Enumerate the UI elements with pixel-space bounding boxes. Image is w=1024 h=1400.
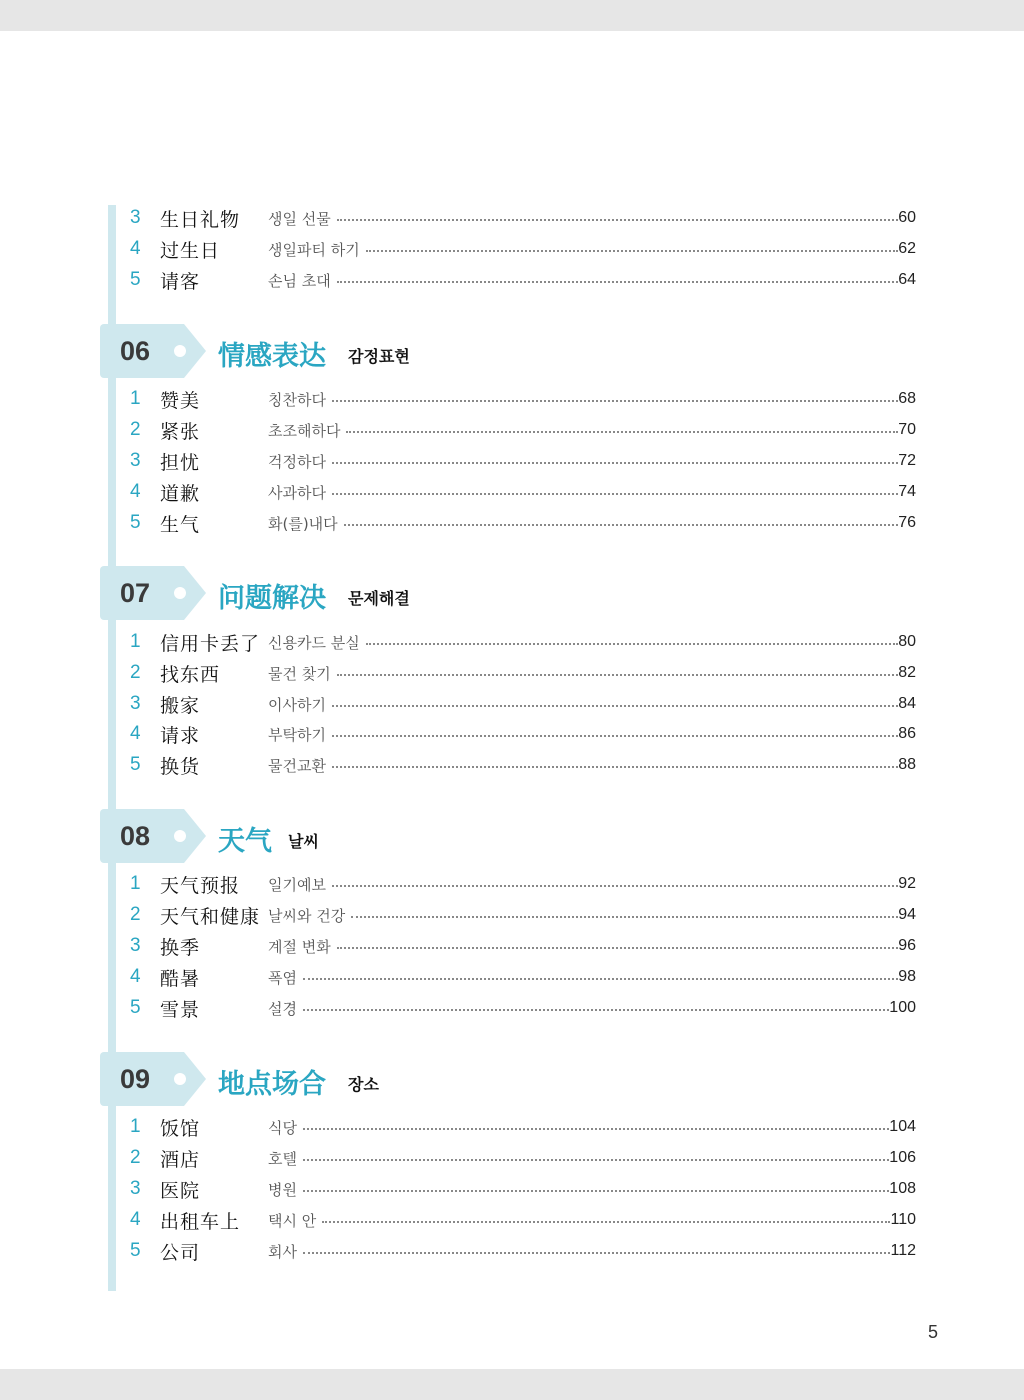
toc-entry[interactable] <box>130 267 916 293</box>
toc-entry[interactable] <box>130 752 916 778</box>
toc-entry[interactable] <box>130 1238 916 1264</box>
page-ref: 84 <box>898 695 916 712</box>
chapter-tag-dot <box>174 830 186 842</box>
chapter-tag-dot <box>174 1073 186 1085</box>
lesson-title-ko: 계절 변화 <box>268 937 331 956</box>
lesson-title-ko: 호텔 <box>268 1149 297 1168</box>
lesson-title-cn: 饭馆 <box>160 1117 201 1140</box>
toc-entry[interactable] <box>130 205 916 231</box>
chapter-tag-arrow <box>184 809 206 863</box>
page-ref: 70 <box>898 421 916 438</box>
page-ref: 96 <box>898 937 916 954</box>
lesson-number: 3 <box>130 935 141 956</box>
page-ref: 82 <box>898 664 916 681</box>
toc-entry[interactable] <box>130 448 916 474</box>
lesson-title-ko: 물건교환 <box>268 756 326 775</box>
chapter-tag-dot <box>174 345 186 357</box>
lesson-title-ko: 물건 찾기 <box>268 664 331 683</box>
dot-leader <box>322 1221 890 1223</box>
lesson-number: 2 <box>130 904 141 925</box>
lesson-title-ko: 택시 안 <box>268 1211 317 1230</box>
lesson-number: 1 <box>130 631 141 652</box>
toc-entry[interactable] <box>130 721 916 747</box>
toc-entry[interactable] <box>130 691 916 717</box>
lesson-number: 5 <box>130 269 141 290</box>
lesson-title-cn: 天气和健康 <box>160 905 261 928</box>
lesson-title-ko: 폭염 <box>268 968 297 987</box>
dot-leader <box>303 1128 889 1130</box>
lesson-title-cn: 担忧 <box>160 451 201 474</box>
lesson-number: 4 <box>130 723 141 744</box>
dot-leader <box>332 766 898 768</box>
page-ref: 100 <box>889 999 916 1016</box>
toc-entry[interactable] <box>130 417 916 443</box>
dot-leader <box>337 281 898 283</box>
lesson-title-ko: 회사 <box>268 1242 297 1261</box>
lesson-title-ko: 식당 <box>268 1118 297 1137</box>
page-ref: 60 <box>898 209 916 226</box>
dot-leader <box>332 493 898 495</box>
lesson-title-cn: 生日礼物 <box>160 208 241 231</box>
lesson-number: 5 <box>130 997 141 1018</box>
dot-leader <box>366 250 898 252</box>
lesson-title-ko: 생일파티 하기 <box>268 240 360 259</box>
chapter-tag-arrow <box>184 324 206 378</box>
chapter-title-ko: 문제해결 <box>348 589 410 608</box>
lesson-title-cn: 天气预报 <box>160 874 241 897</box>
dot-leader <box>332 462 898 464</box>
dot-leader <box>337 219 898 221</box>
page-ref: 88 <box>898 756 916 773</box>
lesson-number: 4 <box>130 481 141 502</box>
chapter-title-ko: 날씨 <box>288 832 319 851</box>
dot-leader <box>366 643 898 645</box>
toc-entry[interactable] <box>130 871 916 897</box>
page-ref: 80 <box>898 633 916 650</box>
lesson-title-ko: 초조해하다 <box>268 421 341 440</box>
lesson-title-cn: 道歉 <box>160 482 201 505</box>
lesson-title-ko: 이사하기 <box>268 695 326 714</box>
chapter-title-ko: 장소 <box>348 1075 379 1094</box>
lesson-title-cn: 找东西 <box>160 663 221 686</box>
page-ref: 62 <box>898 240 916 257</box>
chapter-header[interactable] <box>100 1052 520 1106</box>
lesson-title-ko: 신용카드 분실 <box>268 633 360 652</box>
lesson-title-cn: 请客 <box>160 270 201 293</box>
chapter-title-cn: 问题解决 <box>218 583 326 614</box>
lesson-title-ko: 사과하다 <box>268 483 326 502</box>
chapter-number: 09 <box>120 1064 151 1094</box>
lesson-number: 5 <box>130 1240 141 1261</box>
dot-leader <box>344 524 899 526</box>
toc-entry[interactable] <box>130 629 916 655</box>
chapter-header[interactable] <box>100 809 520 863</box>
chapter-tag-arrow <box>184 1052 206 1106</box>
dot-leader <box>303 1190 889 1192</box>
lesson-title-ko: 설경 <box>268 999 297 1018</box>
lesson-number: 3 <box>130 693 141 714</box>
toc-entry[interactable] <box>130 933 916 959</box>
chapter-header[interactable] <box>100 324 520 378</box>
dot-leader <box>346 431 898 433</box>
chapter-number: 06 <box>120 336 151 366</box>
dot-leader <box>337 674 898 676</box>
page-ref: 98 <box>898 968 916 985</box>
toc-entry[interactable] <box>130 1145 916 1171</box>
toc-entry[interactable] <box>130 1207 916 1233</box>
lesson-title-ko: 부탁하기 <box>268 725 326 744</box>
chapter-title-cn: 情感表达 <box>218 341 326 372</box>
dot-leader <box>303 1252 891 1254</box>
page-ref: 86 <box>898 725 916 742</box>
toc-entry[interactable] <box>130 236 916 262</box>
toc-entry[interactable] <box>130 510 916 536</box>
lesson-number: 4 <box>130 1209 141 1230</box>
toc-entry[interactable] <box>130 479 916 505</box>
page-number: 5 <box>928 1322 939 1342</box>
page-ref: 76 <box>898 514 916 531</box>
chapter-tag-arrow <box>184 566 206 620</box>
lesson-title-cn: 雪景 <box>160 998 201 1021</box>
lesson-number: 3 <box>130 1178 141 1199</box>
dot-leader <box>303 978 898 980</box>
page-ref: 106 <box>889 1149 916 1166</box>
lesson-title-ko: 화(를)내다 <box>268 514 338 533</box>
lesson-title-cn: 公司 <box>160 1241 201 1264</box>
dot-leader <box>332 885 898 887</box>
chapter-title-ko: 감정표현 <box>348 347 410 366</box>
lesson-title-cn: 医院 <box>160 1179 201 1202</box>
lesson-number: 4 <box>130 966 141 987</box>
lesson-title-cn: 赞美 <box>160 389 201 412</box>
dot-leader <box>303 1159 889 1161</box>
lesson-number: 3 <box>130 207 141 228</box>
dot-leader <box>332 705 898 707</box>
page-ref: 112 <box>890 1242 916 1259</box>
lesson-number: 2 <box>130 662 141 683</box>
dot-leader <box>303 1009 889 1011</box>
lesson-title-cn: 紧张 <box>160 420 201 443</box>
lesson-title-cn: 酒店 <box>160 1148 201 1171</box>
page-ref: 74 <box>898 483 916 500</box>
page-ref: 108 <box>889 1180 916 1197</box>
chapter-title-cn: 天气 <box>218 826 272 857</box>
page-ref: 72 <box>898 452 916 469</box>
lesson-title-ko: 손님 초대 <box>268 271 331 290</box>
page-ref: 64 <box>898 271 916 288</box>
lesson-title-cn: 搬家 <box>160 694 201 717</box>
chapter-header[interactable] <box>100 566 520 620</box>
lesson-title-ko: 일기예보 <box>268 875 326 894</box>
dot-leader <box>351 916 898 918</box>
lesson-number: 2 <box>130 1147 141 1168</box>
chapter-number: 08 <box>120 821 151 851</box>
lesson-number: 1 <box>130 1116 141 1137</box>
chapter-tag-dot <box>174 587 186 599</box>
lesson-title-cn: 请求 <box>160 724 201 747</box>
toc-entry[interactable] <box>130 995 916 1021</box>
chapter-number: 07 <box>120 578 151 608</box>
lesson-title-cn: 信用卡丢了 <box>160 632 261 655</box>
lesson-title-ko: 칭찬하다 <box>268 390 326 409</box>
lesson-title-cn: 酷暑 <box>160 967 201 990</box>
lesson-number: 4 <box>130 238 141 259</box>
lesson-title-cn: 过生日 <box>160 239 221 262</box>
lesson-number: 2 <box>130 419 141 440</box>
page-ref: 68 <box>898 390 916 407</box>
lesson-title-cn: 换季 <box>160 936 201 959</box>
toc-entry[interactable] <box>130 964 916 990</box>
lesson-number: 3 <box>130 450 141 471</box>
lesson-title-ko: 날씨와 건강 <box>268 906 346 925</box>
lesson-number: 1 <box>130 388 141 409</box>
lesson-title-ko: 걱정하다 <box>268 452 326 471</box>
chapter-title-cn: 地点场合 <box>218 1069 326 1100</box>
lesson-number: 5 <box>130 512 141 533</box>
toc-entry[interactable] <box>130 660 916 686</box>
toc-entry[interactable] <box>130 902 916 928</box>
page-ref: 94 <box>898 906 916 923</box>
dot-leader <box>337 947 898 949</box>
dot-leader <box>332 400 898 402</box>
lesson-title-cn: 生气 <box>160 513 201 536</box>
lesson-title-ko: 병원 <box>268 1180 297 1199</box>
toc-entry[interactable] <box>130 1114 916 1140</box>
lesson-number: 5 <box>130 754 141 775</box>
bottom-band <box>0 1369 1024 1400</box>
page-ref: 104 <box>889 1118 916 1135</box>
toc-entry[interactable] <box>130 1176 916 1202</box>
page-ref: 92 <box>898 875 916 892</box>
page-ref: 110 <box>890 1211 916 1228</box>
lesson-title-cn: 出租车上 <box>160 1210 241 1233</box>
lesson-number: 1 <box>130 873 141 894</box>
lesson-title-ko: 생일 선물 <box>268 209 331 228</box>
lesson-title-cn: 换货 <box>160 755 201 778</box>
dot-leader <box>332 735 898 737</box>
toc-entry[interactable] <box>130 386 916 412</box>
